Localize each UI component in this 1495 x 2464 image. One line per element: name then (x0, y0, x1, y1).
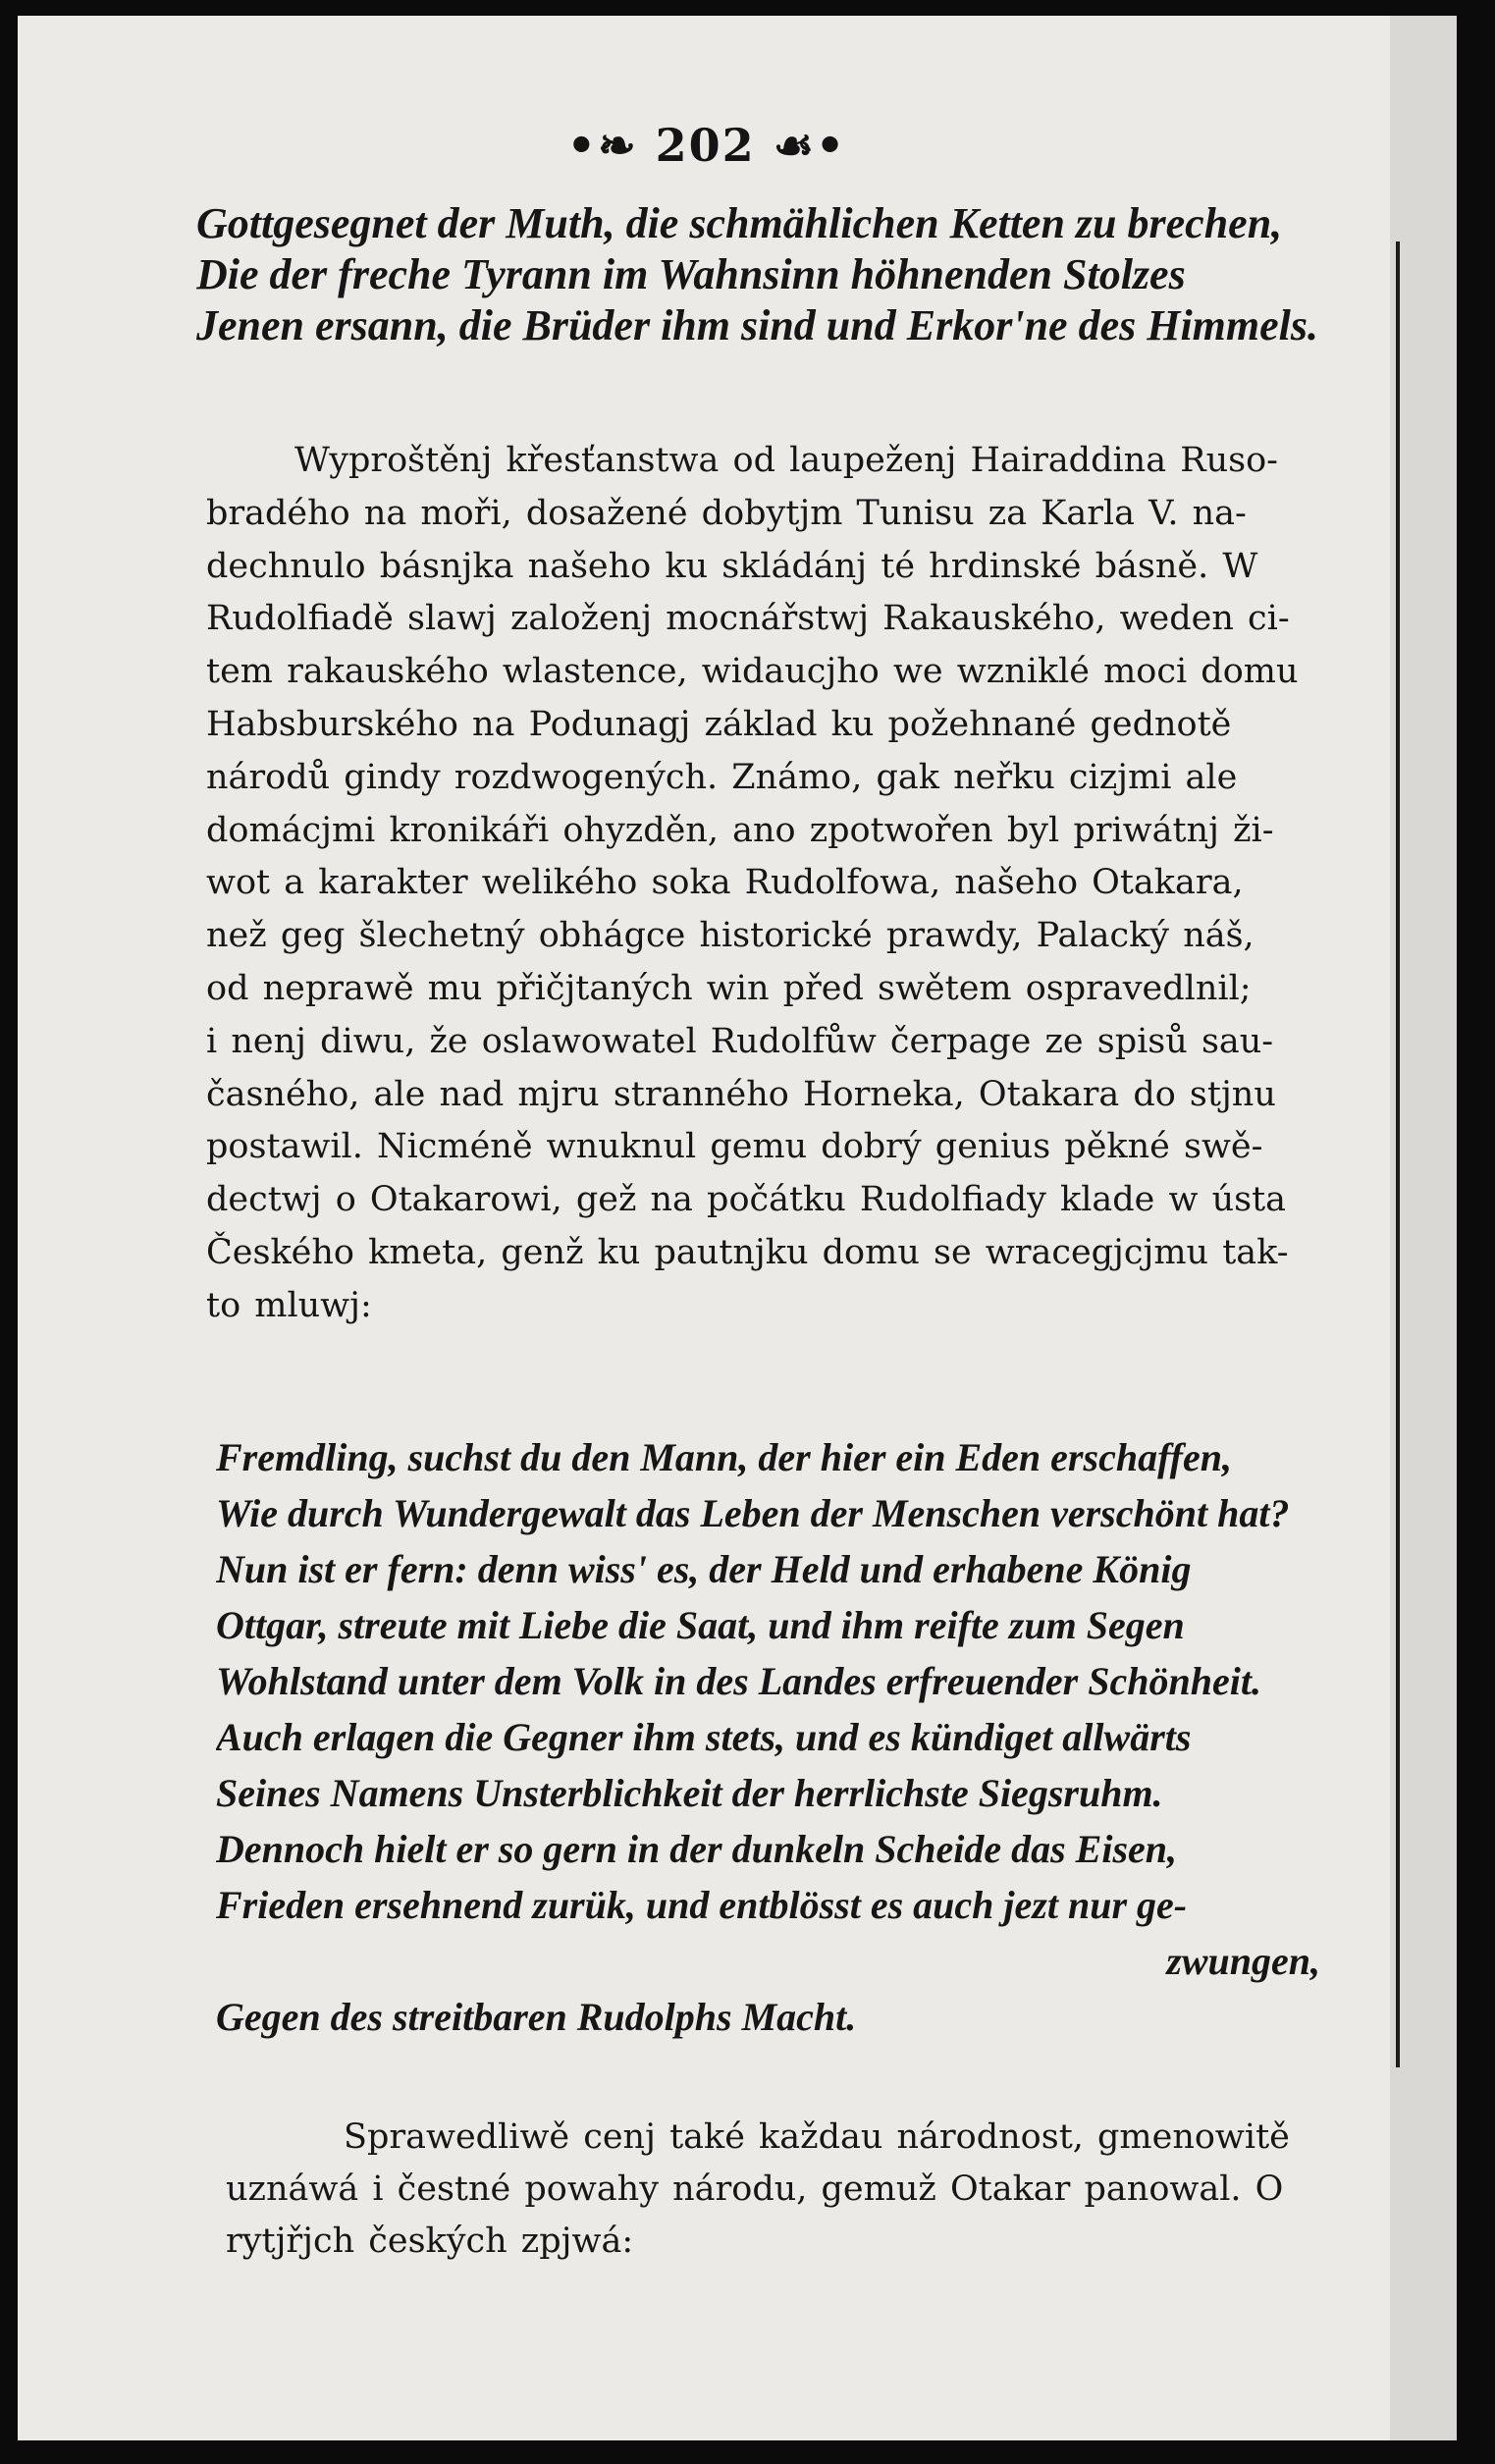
verse-line: Wie durch Wundergewalt das Leben der Menschen verschönt hat? (216, 1491, 1290, 1535)
text-line: tem rakauského wlastence, widaucjho we wzniklé moci domu (206, 652, 1299, 692)
text-line: časného, ale nad mjru stranného Horneka, Otakara do stjnu (206, 1074, 1276, 1114)
text-line: uznáwá i čestné powahy národu, gemuž Otakar panowal. O (226, 2169, 1284, 2209)
text-line: Wyproštěnj křesťanstwa od laupeženj Hairaddina Ruso- (294, 441, 1278, 480)
scanned-page (18, 16, 1457, 2440)
text-line: Habsburského na Podunagj základ ku požehnané gednotě (206, 704, 1232, 744)
page-header (20, 119, 1394, 172)
verse-line: Wohlstand unter dem Volk in des Landes erfreuender Schönheit. (216, 1659, 1261, 1703)
paragraph-2 (226, 2112, 1389, 2268)
text-line: dectwj o Otakarowi, gež na počátku Rudolfiady klade w ústa (206, 1180, 1287, 1220)
text-line: od neprawě mu přičjtaných win před swětem ospravedlnil; (206, 968, 1252, 1008)
ornament-left: •❧ (566, 119, 638, 172)
verse-line: Jenen ersann, die Brüder ihm sind und Erkor'ne des Himmels. (196, 301, 1318, 349)
verse-line: Auch erlagen die Gegner ihm stets, und es kündiget allwärts (216, 1715, 1192, 1759)
text-line: Sprawedliwě cenj také každau národnost, gmenowitě (344, 2117, 1290, 2157)
text-line: i nenj diwu, že oslawowatel Rudolfůw čerpage ze spisů sau- (206, 1021, 1274, 1061)
verse-line: Nun ist er fern: denn wiss' es, der Held und erhabene König (216, 1547, 1192, 1591)
ornament-right: ☙• (773, 119, 847, 172)
verse-line-continuation: zwungen, (1166, 1939, 1320, 1983)
verse-line: Die der freche Tyrann im Wahnsinn höhnenden Stolzes (196, 250, 1186, 298)
text-line: bradého na moři, dosažené dobytjm Tunisu za Karla V. na- (206, 493, 1247, 533)
text-line: domácjmi kronikáři ohyzděn, ano zpotwořen byl priwátnj ži- (206, 810, 1274, 850)
text-line: dechnulo básnjka našeho ku skládánj té hrdinské básně. W (206, 546, 1258, 586)
text-line: to mluwj: (206, 1285, 372, 1325)
verse-line: Gegen des streitbaren Rudolphs Macht. (216, 1995, 857, 2039)
text-line: postawil. Nicméně wnuknul gemu dobrý genius pěkné swě- (206, 1127, 1263, 1167)
text-line: než geg šlechetný obhágce historické prawdy, Palacký náš, (206, 916, 1255, 956)
verse-line: Frieden ersehnend zurük, und entblösst es auch jezt nur ge- (216, 1883, 1188, 1927)
text-line: Rudolfiadě slawj založenj mocnářstwj Rakauského, weden ci- (206, 599, 1290, 639)
paragraph-1 (206, 435, 1389, 1333)
verse-quote-2 (216, 1429, 1389, 2045)
page-gutter (1390, 16, 1457, 2440)
verse-quote-1 (196, 198, 1389, 351)
verse-line: Gottgesegnet der Muth, die schmählichen Ketten zu brechen, (196, 199, 1283, 247)
verse-line: Fremdling, suchst du den Mann, der hier ein Eden erschaffen, (216, 1435, 1232, 1479)
gutter-shadow (1396, 241, 1400, 2067)
page-sheet (20, 16, 1390, 2440)
text-line: Českého kmeta, genž ku pautnjku domu se wracegjcjmu tak- (206, 1232, 1289, 1272)
verse-line: Seines Namens Unsterblichkeit der herrlichste Siegsruhm. (216, 1771, 1163, 1815)
verse-line: Ottgar, streute mit Liebe die Saat, und ihm reifte zum Segen (216, 1603, 1185, 1647)
page-number: 202 (655, 119, 756, 172)
text-line: rytjřjch českých zpjwá: (226, 2222, 634, 2261)
verse-line: Dennoch hielt er so gern in der dunkeln Scheide das Eisen, (216, 1827, 1178, 1871)
text-line: národů gindy rozdwogených. Známo, gak neřku cizjmi ale (206, 757, 1238, 797)
text-line: wot a karakter welikého soka Rudolfowa, našeho Otakara, (206, 863, 1244, 903)
